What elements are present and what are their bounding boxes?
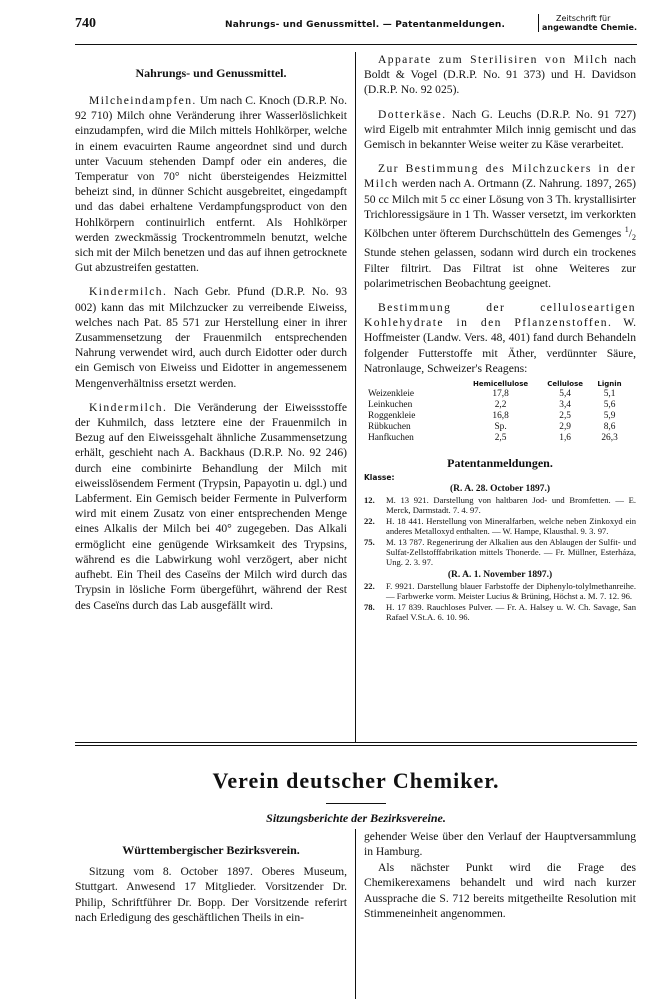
table-cell: Roggenkleie <box>368 411 416 422</box>
patent-class: 12. <box>364 495 375 506</box>
article-kindermilch-2 <box>75 400 347 613</box>
article-text: W. Hoffmeister (Landw. Vers. 48, 401) fand durch Behandeln folgender Futterstoffe mit Äther, verdünnter Säure, Natronlauge, Schweizer's Reagens: <box>364 316 636 375</box>
page-header <box>75 14 637 44</box>
table-cell: Hanfkuchen <box>368 433 414 444</box>
patent-entry <box>364 581 636 602</box>
article-cellulose <box>364 300 636 376</box>
header-rule <box>75 44 637 45</box>
table-cell: 1,6 <box>559 433 571 444</box>
fraction-denominator: 2 <box>632 233 636 243</box>
table-cell: 17,8 <box>492 389 509 400</box>
table-cell: 3,4 <box>559 400 571 411</box>
patent-class: 78. <box>364 601 375 612</box>
table-header: Lignin <box>597 380 622 389</box>
article-lead: Milcheindampfen. <box>89 94 197 107</box>
table-row <box>366 389 628 400</box>
verein-title: Verein deutscher Chemiker. <box>212 768 500 793</box>
sitzungsberichte-title: Sitzungsberichte der Bezirksvereine. <box>266 811 446 825</box>
bezirksverein-text: Sitzung vom 8. October 1897. Oberes Museum, Stuttgart. Anwesend 17 Mitglieder. Vorsitzender Dr. Philip, Schriftführer Dr. Bopp. Der Vorsitzende referirt nach Erledigung des geschäftlichen Theils in ein- <box>75 865 347 925</box>
table-cell: 26,3 <box>601 433 618 444</box>
patent-date-2: (R. A. 1. November 1897.) <box>447 569 553 580</box>
article-lead: Kindermilch. <box>89 285 168 299</box>
table-cell: 5,1 <box>603 389 616 400</box>
article-dotterkaese <box>364 107 636 153</box>
patent-text: H. 18 441. Herstellung von Mineralfarben, welche neben Zinkoxyd ein anderes Metalloxyd enthalten. — W. Hampe, Klausthal. 9. 3. 97. <box>386 515 636 537</box>
patent-entry <box>364 495 636 516</box>
table-row <box>366 411 628 422</box>
patent-text: M. 13 787. Regenerirung der Alkalien aus den Ablaugen der Sulfit- und Sulfat-Zellstofffabrikation mittels Thonerde. — Fr. Müllner, Esterháza, Ung. 2. 3. 97. <box>386 536 636 568</box>
table-cell: Leinkuchen <box>368 400 413 411</box>
column-divider-verein <box>355 829 356 999</box>
article-text: Nach Gebr. Pfund (D.R.P. No. 93 002) kann das mit Milchzucker zu verreibende Eiweiss, welches nach Pat. 85 571 zur Herstellung einer in ihrer Zusammensetzung der Frauenmilch entsprechenden Nahrung verwendet wird, auch durch Eidotter oder durch ein Gemisch von Eiweiss und Eidotter in angemessenem Mengenverhältniss ersetzt werden. <box>75 285 347 390</box>
running-title: Nahrungs- und Genussmittel. — Patentanmeldungen. <box>225 20 506 30</box>
table-cell: 8,6 <box>603 422 616 433</box>
article-text: Um nach C. Knoch (D.R.P. No. 92 710) Milch ohne Veränderung ihrer Wasserlöslichkeit einzudampfen, wird die Milch mittels Hohlkörper, welche in einem evacuirten Raume angeordnet sind und durch unter Vacuum stehenden Dampf oder ein anderes, die Temperatur von 70° nicht übersteigendes Heizmittel beheizt sind, in dünner Schicht ausgebreitet, eingedampft und das dabei erhaltene Verdampfungsproduct von den Hohlkörpern continuirlich entfernt. Als Hohlkörper werden zweckmässig Trockentrommeln benutzt, welche sich mit der Milch benetzen und das auf ihnen getrocknete Gut abzustreifen gestatten. <box>75 94 347 275</box>
verein-text-resolution: Als nächster Punkt wird die Frage des Chemikerexamens behandelt und wird nach kurzer Aussprache die S. 712 bereits mitgetheilte Resolution mit Stimmeneinheit angenommen. <box>364 860 636 921</box>
patent-date-1: (R. A. 28. October 1897.) <box>449 484 551 495</box>
article-lead: Kindermilch. <box>89 400 168 414</box>
patent-class: 75. <box>364 536 375 547</box>
patent-class: 22. <box>364 580 375 591</box>
patent-text: M. 13 921. Darstellung von haltbaren Jod- und Bromfetten. — E. Merck, Darmstadt. 7. 4. 97. <box>386 495 636 516</box>
verein-rule <box>326 803 386 804</box>
article-text: Nach G. Leuchs (D.R.P. No. 91 727) wird Eigelb mit entrahmter Milch innig gemischt und das Gemisch in bekannter Weise weiter zu Käse verarbeitet. <box>364 107 636 152</box>
klasse-label: Klasse: <box>364 473 395 483</box>
right-column <box>364 52 636 623</box>
article-text: nach Boldt & Vogel (D.R.P. No. 91 373) und H. Davidson (D.R.P. No. 92 025). <box>364 53 636 97</box>
verein-right-column <box>364 829 636 921</box>
table-header: Hemicellulose <box>473 380 529 389</box>
bezirksverein-heading: Württembergischer Bezirksverein. <box>122 843 300 857</box>
table-cell: 5,9 <box>603 411 616 422</box>
section-rule-top <box>75 742 637 743</box>
patent-entry <box>364 516 636 537</box>
table-cell: Sp. <box>494 422 507 433</box>
article-lead: Apparate zum Sterilisiren von Milch <box>378 53 609 66</box>
table-cell: 2,2 <box>494 400 507 411</box>
verein-left-column <box>75 829 347 926</box>
table-header: Cellulose <box>547 380 584 389</box>
table-cell: Rübkuchen <box>368 422 411 433</box>
patent-entry <box>364 602 636 623</box>
table-cell: 5,6 <box>603 400 616 411</box>
article-text: Stunde stehen gelassen, sodann wird durch ein trockenes Filter filtrirt. Das Filtrat ist ohne Weiteres zur polarimetrischen Beobachtung geeignet. <box>364 246 636 290</box>
patent-text: H. 17 839. Rauchloses Pulver. — Fr. A. Halsey u. W. Ch. Savage, San Rafael V.St.A. 6. 10. 96. <box>386 601 636 623</box>
journal-line-1: Zeitschrift für <box>555 14 611 23</box>
table-row <box>366 433 628 444</box>
journal-name <box>538 14 637 32</box>
article-sterilisiren <box>364 52 636 98</box>
article-milcheindampfen <box>75 93 347 275</box>
patent-entry <box>364 537 636 568</box>
section-title-nahrung: Nahrungs- und Genussmittel. <box>135 66 287 80</box>
patent-text: F. 9921. Darstellung blauer Farbstoffe der Diphenylo-tolylmethanreihe. — Farbwerke vorm. Meister Lucius & Brüning, Höchst a. M. 7. 12. 96. <box>386 580 636 602</box>
section-rule-bottom <box>75 745 637 746</box>
article-milchzucker: Zur Bestimmung des Milchzuckers in der Milch werden nach A. Ortmann (Z. Nahrung. 1897, 265) 50 cc Milch mit 5 cc einer Lösung von 3 Th. krystallisirter Trichloressigsäure in 1 Th. Wasser versetzt, im verkorkten Kölbchen unter öfterem Durchschütteln des Gemenges $^1/_2$ Stunde stehen gelassen, sodann wird durch ein trockenes Filter filtrirt. Das Filtrat ist ohne Weiteres zur polarimetrischen Beobachtung geeignet. <box>364 162 636 290</box>
table-row <box>366 422 628 433</box>
fraction-numerator: 1 <box>624 225 629 235</box>
table-header-row <box>366 380 628 389</box>
table-cell: 2,9 <box>559 422 571 433</box>
journal-line-2: angewandte Chemie. <box>541 23 637 32</box>
patent-class: 22. <box>364 515 375 526</box>
table-row <box>366 400 628 411</box>
article-text: Die Veränderung der Eiweissstoffe der Kuhmilch, dass letztere eine der Frauenmilch in Bezug auf den Eiweissgehalt ähnliche Zusammensetzung erhält, geschieht nach A. Backhaus (D.R.P. No. 92 246) durch eine combinirte Behandlung der Milch mit eiweisslösendem Ferment (Trypsin, Papayotin u. dgl.) und Labferment. Ein Gemisch beider Fermente in Pulverform wird mit einem Zusatz von einer entsprechenden Menge eines Alkalis der Milch bei 40° zugegeben. Das Alkali ermöglicht eine genügende Wirksamkeit des Trypsins, während es die Labwirkung wohl verzögert, aber nicht aufhebt. Ein Theil des Caseïns der Milch wird durch das Trypsin in lösliche Form übergeführt, während der Rest des Caseïns durch das Lab ausgefällt wird. <box>75 400 347 612</box>
article-lead: Bestimmung der celluloseartigen Kohlehydrate in den Pflanzenstoffen. <box>364 301 636 330</box>
column-divider <box>355 52 356 742</box>
article-text: werden nach A. Ortmann (Z. Nahrung. 1897, 265) 50 cc Milch mit 5 cc einer Lösung von 3 Th. krystallisirter Trichloressigsäure in 1 Th. Wasser versetzt, im verkorkten Kölbchen unter öfterem Durchschütteln des Gemenges <box>364 177 636 240</box>
table-cell: 2,5 <box>494 433 507 444</box>
page-number: 740 <box>75 16 96 31</box>
section-title-patente: Patentanmeldungen. <box>447 456 553 471</box>
table-cell: Weizenkleie <box>368 389 415 400</box>
left-column <box>75 52 347 613</box>
table-cell: 16,8 <box>492 411 509 422</box>
article-lead: Zur Bestimmung des Milchzuckers in der Milch <box>364 162 636 191</box>
article-kindermilch-1 <box>75 284 347 390</box>
article-lead: Dotterkäse. <box>378 107 447 121</box>
table-cell: 2,5 <box>559 411 571 422</box>
table-cell: 5,4 <box>559 389 571 400</box>
verein-text-continued: gehender Weise über den Verlauf der Hauptversammlung in Hamburg. <box>364 830 636 859</box>
table-header <box>366 380 462 389</box>
fiber-table <box>366 380 628 444</box>
